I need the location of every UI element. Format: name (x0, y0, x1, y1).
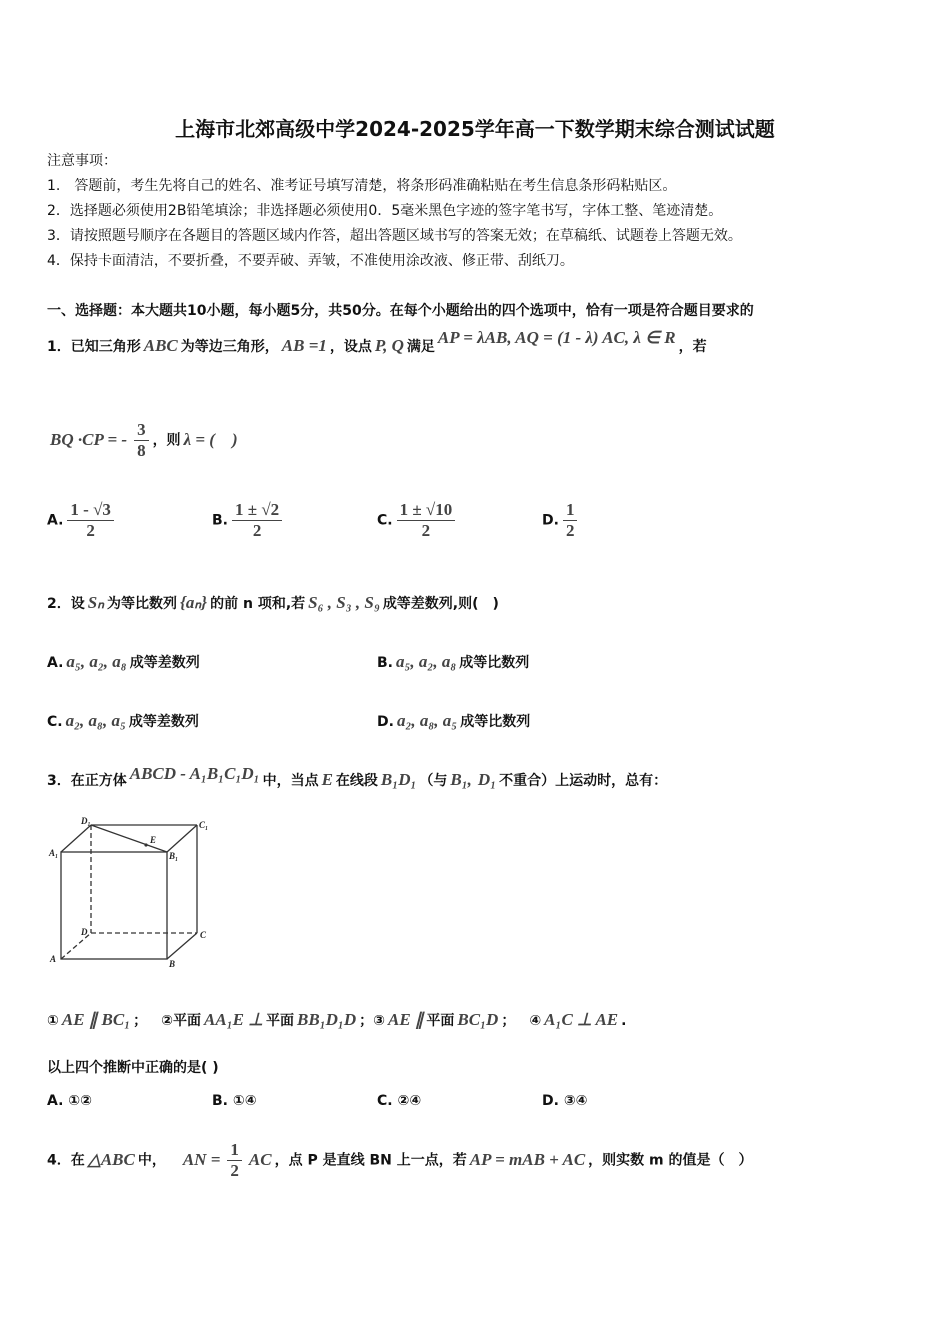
q1-option-a[interactable] (47, 500, 118, 541)
statement-math: AE ∥ (387, 1010, 424, 1029)
statement-math: AE ∥ BC₁ (61, 1010, 131, 1029)
q1-text: ，则 (152, 432, 181, 449)
statement-math: A₁C ⊥ AE (544, 1010, 619, 1029)
fraction (227, 1140, 242, 1181)
note-item: 2．选择题必须使用2B铅笔填涂；非选择题必须使用0．5毫米黑色字迹的签字笔书写，字体工整、笔迹清楚。 (47, 203, 723, 219)
label-D: D (81, 927, 88, 937)
numerator: 1 ± √10 (397, 500, 456, 521)
q4-math: AN = (182, 1149, 221, 1169)
note-item: 1. 答题前，考生先将自己的姓名、准考证号填写清楚，将条形码准确粘贴在考生信息条形码粘贴区。 (47, 178, 677, 194)
q3-text: 中，当点 (262, 773, 319, 789)
q1-math: AB =1 (281, 336, 327, 355)
q2-text: 2．设 (47, 596, 85, 612)
q1-math: λ = ( ) (183, 429, 238, 449)
statement-text: . (621, 1013, 627, 1029)
q2-option-a[interactable] (47, 652, 200, 672)
page-title: 上海市北郊高级中学2024-2025学年高一下数学期末综合测试试题 (175, 117, 775, 141)
q3-option-c[interactable] (377, 1093, 421, 1109)
q4-math: AC (248, 1149, 272, 1169)
option-text: ①② (68, 1093, 93, 1109)
label-D1: D₁ (81, 816, 91, 826)
q3-text: 3．在正方体 (47, 773, 127, 789)
option-text: ③④ (563, 1093, 588, 1109)
option-label: A. (47, 1093, 64, 1109)
option-text: 成等差数列 (129, 655, 200, 671)
option-label: D. (377, 714, 394, 730)
q3-option-b[interactable] (212, 1093, 257, 1109)
q3-text: （与 (419, 773, 448, 789)
label-C1: C₁ (199, 820, 209, 830)
statement-text: ； (501, 1013, 516, 1029)
q3-math: D₁ (477, 770, 497, 789)
statement-math: BC₁D (457, 1010, 499, 1029)
q3-option-a[interactable] (47, 1093, 92, 1109)
note-item: 4．保持卡面清洁，不要折叠，不要弄破、弄皱，不准使用涂改液、修正带、刮纸刀。 (47, 253, 574, 269)
numerator: 1 - √3 (67, 500, 114, 521)
option-label: C. (47, 714, 63, 730)
question-3 (47, 764, 668, 791)
q3-math: B₁D₁ (380, 770, 417, 789)
q2-option-b[interactable] (377, 652, 529, 672)
q4-text: ，则实数 m 的值是（ ） (588, 1152, 753, 1169)
q1-math: AP = λAB, AQ = (1 - λ) AC, λ ∈ R (437, 328, 676, 347)
q1-option-b[interactable] (212, 500, 286, 541)
option-label: D. (542, 512, 559, 529)
q2-math: S₆ , S₃ , S₉ (308, 593, 380, 612)
q2-text: 的前 n 项和,若 (210, 596, 306, 612)
cube-figure (40, 810, 220, 970)
q3-ask: 以上四个推断中正确的是( ) (47, 1060, 219, 1076)
numerator: 1 (227, 1140, 242, 1161)
numerator: 1 (563, 500, 578, 521)
q3-text: 不重合）上运动时，总有： (499, 773, 668, 789)
option-math: a₅, a₂, a₈ (66, 652, 127, 671)
statement-text: ； (133, 1013, 148, 1029)
option-label: A. (47, 512, 64, 529)
label-B: B (169, 959, 176, 969)
option-math: a₂, a₈, a₅ (396, 711, 458, 730)
numerator: 1 ± √2 (232, 500, 282, 521)
q1-math: BQ ·CP = - (50, 429, 128, 449)
denominator: 2 (86, 521, 95, 540)
denominator: 8 (137, 441, 146, 460)
q3-statements (47, 1010, 626, 1031)
denominator: 2 (421, 521, 431, 540)
q1-math: P, Q (374, 336, 404, 355)
label-B1: B₁ (169, 851, 179, 861)
q3-option-d[interactable] (542, 1093, 588, 1109)
note-item: 3．请按照题号顺序在各题目的答题区域内作答，超出答题区域书写的答案无效；在草稿纸、试题卷上答题无效。 (47, 228, 742, 244)
q2-text: 为等比数列 (106, 596, 177, 612)
label-A: A (50, 954, 57, 964)
option-label: C. (377, 512, 393, 529)
option-text: ②④ (397, 1093, 422, 1109)
q4-text: 4．在 (47, 1152, 85, 1169)
q1-math: ABC (143, 336, 178, 355)
q1-text: 满足 (406, 339, 435, 355)
q2-option-c[interactable] (47, 711, 199, 731)
statement-marker: ① (47, 1013, 59, 1029)
statement-text: 平面 (266, 1013, 295, 1029)
option-text: ①④ (232, 1093, 257, 1109)
option-label: B. (377, 655, 393, 671)
question-4 (47, 1140, 753, 1181)
option-label: A. (47, 655, 64, 671)
label-E: E (150, 835, 157, 845)
option-math: a₅, a₂, a₈ (396, 652, 457, 671)
q1-option-c[interactable] (377, 500, 459, 541)
notes-heading: 注意事项： (47, 153, 117, 169)
option-label: B. (212, 512, 228, 529)
statement-marker: ④ (529, 1013, 542, 1029)
q3-math: B₁, (450, 770, 472, 789)
question-1 (47, 328, 707, 357)
label-C: C (200, 930, 207, 940)
option-text: 成等差数列 (128, 714, 199, 730)
q3-text: 在线段 (335, 773, 378, 789)
option-text: 成等比数列 (460, 714, 531, 730)
q3-math: E (321, 770, 333, 789)
q2-math: Sₙ (87, 593, 104, 612)
numerator: 3 (134, 420, 149, 441)
q4-text: ，点 P 是直线 BN 上一点，若 (274, 1152, 467, 1169)
fraction (134, 420, 149, 461)
q2-math: {aₙ} (179, 593, 208, 612)
option-label: B. (212, 1093, 228, 1109)
option-label: D. (542, 1093, 559, 1109)
section-heading: 一、选择题：本大题共10小题，每小题5分，共50分。在每个小题给出的四个选项中，恰有一项是符合题目要求的 (47, 303, 754, 319)
question-1-cont (47, 420, 241, 461)
option-text: 成等比数列 (459, 655, 530, 671)
q3-math: ABCD - A₁B₁C₁D₁ (129, 764, 260, 783)
q4-text: 中， (137, 1152, 166, 1169)
option-math: a₂, a₈, a₅ (65, 711, 126, 730)
q1-text: ，若 (678, 339, 707, 355)
q2-text: 成等差数列,则( ) (382, 596, 499, 612)
option-label: C. (377, 1093, 393, 1109)
q1-text: 1．已知三角形 (47, 339, 141, 355)
statement-math: AA₁E ⊥ (204, 1010, 264, 1029)
q1-text: 为等边三角形， (180, 339, 279, 355)
question-2 (47, 593, 499, 614)
denominator: 2 (565, 521, 575, 540)
q4-math: AP = mAB + AC (469, 1149, 586, 1169)
q2-option-d[interactable] (377, 711, 530, 731)
statement-text: 平面 (426, 1013, 455, 1029)
statement-text: ②平面 (161, 1013, 202, 1029)
statement-text: ；③ (359, 1013, 385, 1029)
denominator: 2 (252, 521, 262, 540)
q4-math: △ABC (87, 1149, 135, 1169)
q1-text: ，设点 (329, 339, 372, 355)
denominator: 2 (230, 1161, 239, 1180)
statement-math: BB₁D₁D (297, 1010, 357, 1029)
q1-option-d[interactable] (542, 500, 581, 541)
label-A1: A₁ (49, 848, 59, 858)
